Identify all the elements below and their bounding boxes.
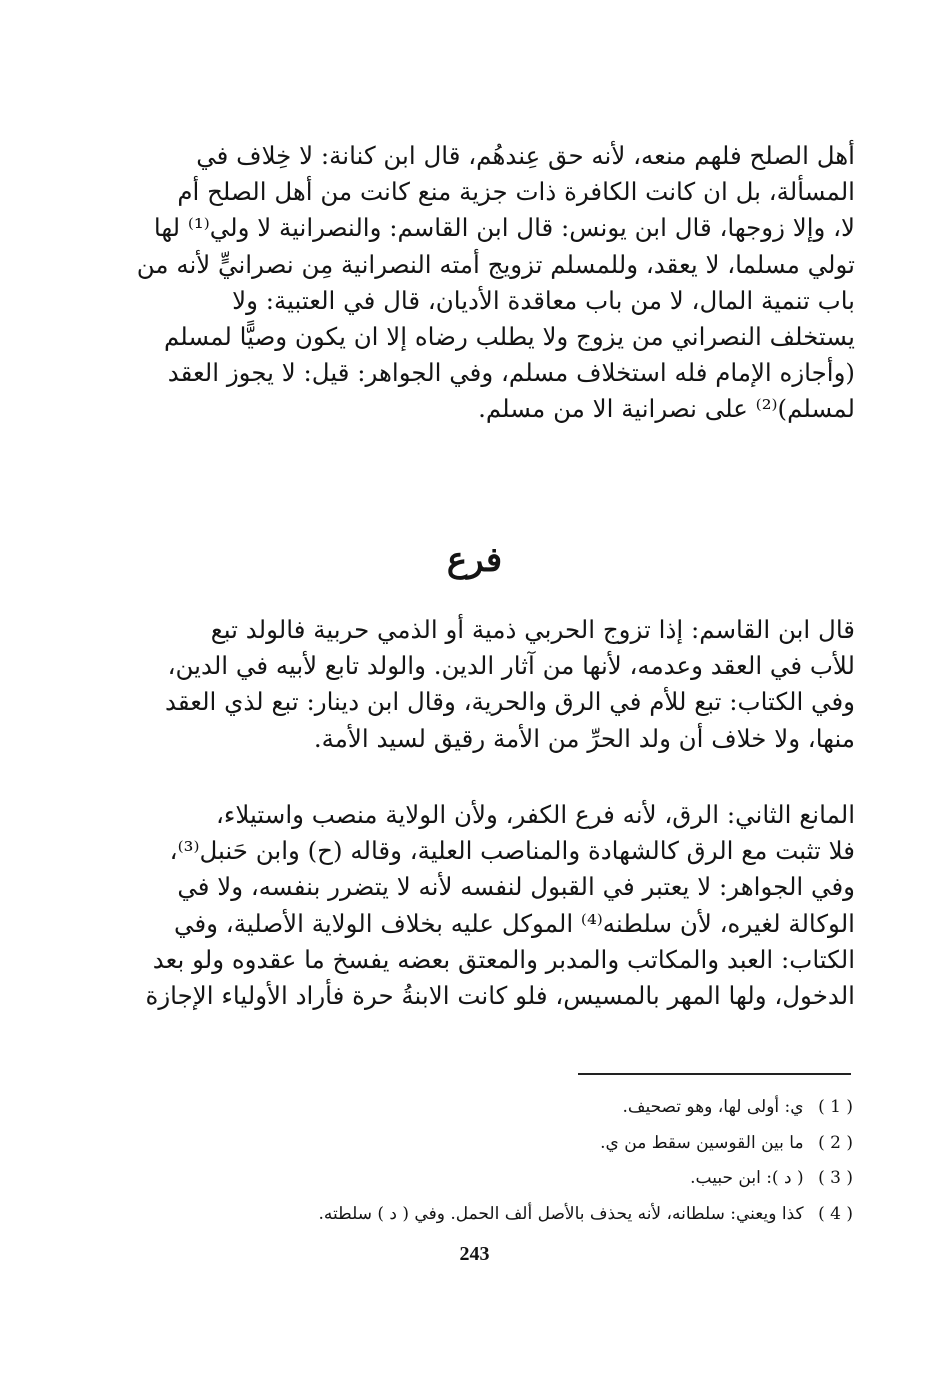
footnote [250, 1197, 853, 1233]
text-line: يستخلف النصراني من يزوج ولا يطلب رضاه إلا ان يكون وصيًّا لمسلم [163, 322, 855, 352]
text-line: أهل الصلح فلهم منعه، لأنه حق عِندهُم، قال ابن كنانة: لا خِلاف في [196, 141, 855, 170]
footnote-number: ( 3 ) [818, 1168, 853, 1188]
footnote-text: ما بين القوسين سقط من ي. [600, 1132, 804, 1153]
text-line: فلا تثبت مع الرق كالشهادة والمناصب العلية، وقاله (ح) وابن حَنبل⁽³⁾، [169, 836, 855, 866]
footnote-number: ( 4 ) [818, 1203, 853, 1224]
text-line: تولي مسلما، لا يعقد، وللمسلم تزويج أمته النصرانية مِن نصرانيٍّ لأنه من [136, 249, 855, 279]
text-line: لمسلم)⁽²⁾ على نصرانية الا من مسلم. [478, 394, 855, 424]
footnote-text: كذا ويعني: سلطانه، لأنه يحذف بالأصل ألف الحمل. وفي ( د ) سلطته. [318, 1203, 804, 1224]
page-number: 243 [459, 1243, 490, 1265]
text-line: منها، ولا خلاف أن ولد الحرِّ من الأمة رقيق لسيد الأمة. [313, 723, 855, 753]
footnote-separator [578, 1073, 851, 1075]
footnote [250, 1126, 853, 1162]
paragraph-2 [165, 612, 855, 757]
text-line: وفي الكتاب: تبع للأم في الرق والحرية، وقال ابن دينار: تبع لذي العقد [165, 687, 855, 717]
text-line: الدخول، ولها المهر بالمسيس، فلو كانت الابنةُ حرة فأراد الأولياء الإجازة [145, 981, 855, 1011]
footnotes [250, 1090, 853, 1232]
text-line: المانع الثاني: الرق، لأنه فرع الكفر، ولأن الولاية منصب واستيلاء، [215, 800, 855, 829]
text-line: قال ابن القاسم: إذا تزوج الحربي ذمية أو الذمي حربية فالولد تبع [210, 615, 855, 644]
text-line: باب تنمية المال، لا من باب معاقدة الأديان، قال في العتبية: ولا [232, 285, 855, 315]
text-line: الوكالة لغيره، لأن سلطنه⁽⁴⁾ الموكل عليه بخلاف الولاية الأصلية، وفي [174, 908, 855, 938]
text-line: (وأجازه الإمام فله استخلاف مسلم، وفي الجواهر: قيل: لا يجوز العقد [167, 358, 855, 388]
footnote-number: ( 1 ) [818, 1097, 853, 1117]
paragraph-1 [136, 138, 855, 428]
footnote-number: ( 2 ) [818, 1132, 853, 1153]
text-line: المسألة، بل ان كانت الكافرة ذات جزية منع كانت من أهل الصلح أم [177, 177, 855, 207]
text-line: الكتاب: العبد والمكاتب والمدبر والمعتق بعضه يفسخ ما عقدوه ولو بعد [152, 944, 855, 974]
footnote [250, 1161, 853, 1197]
footnote [250, 1090, 853, 1126]
text-line: للأب في العقد وعدمه، لأنها من آثار الدين. والولد تابع لأبيه في الدين، [167, 651, 855, 681]
section-heading: فرع [446, 540, 503, 580]
text-line: لا، وإلا زوجها، قال ابن يونس: قال ابن القاسم: والنصرانية لا ولي⁽¹⁾ لها [153, 213, 855, 243]
footnote-text: ( د ): ابن حبيب. [690, 1168, 804, 1188]
footnote-text: ي: أولى لها، وهو تصحيف. [622, 1097, 804, 1117]
paragraph-3 [145, 797, 855, 1014]
text-line: وفي الجواهر: لا يعتبر في القبول لنفسه لأنه لا يتضرر بنفسه، ولا في [177, 872, 855, 902]
